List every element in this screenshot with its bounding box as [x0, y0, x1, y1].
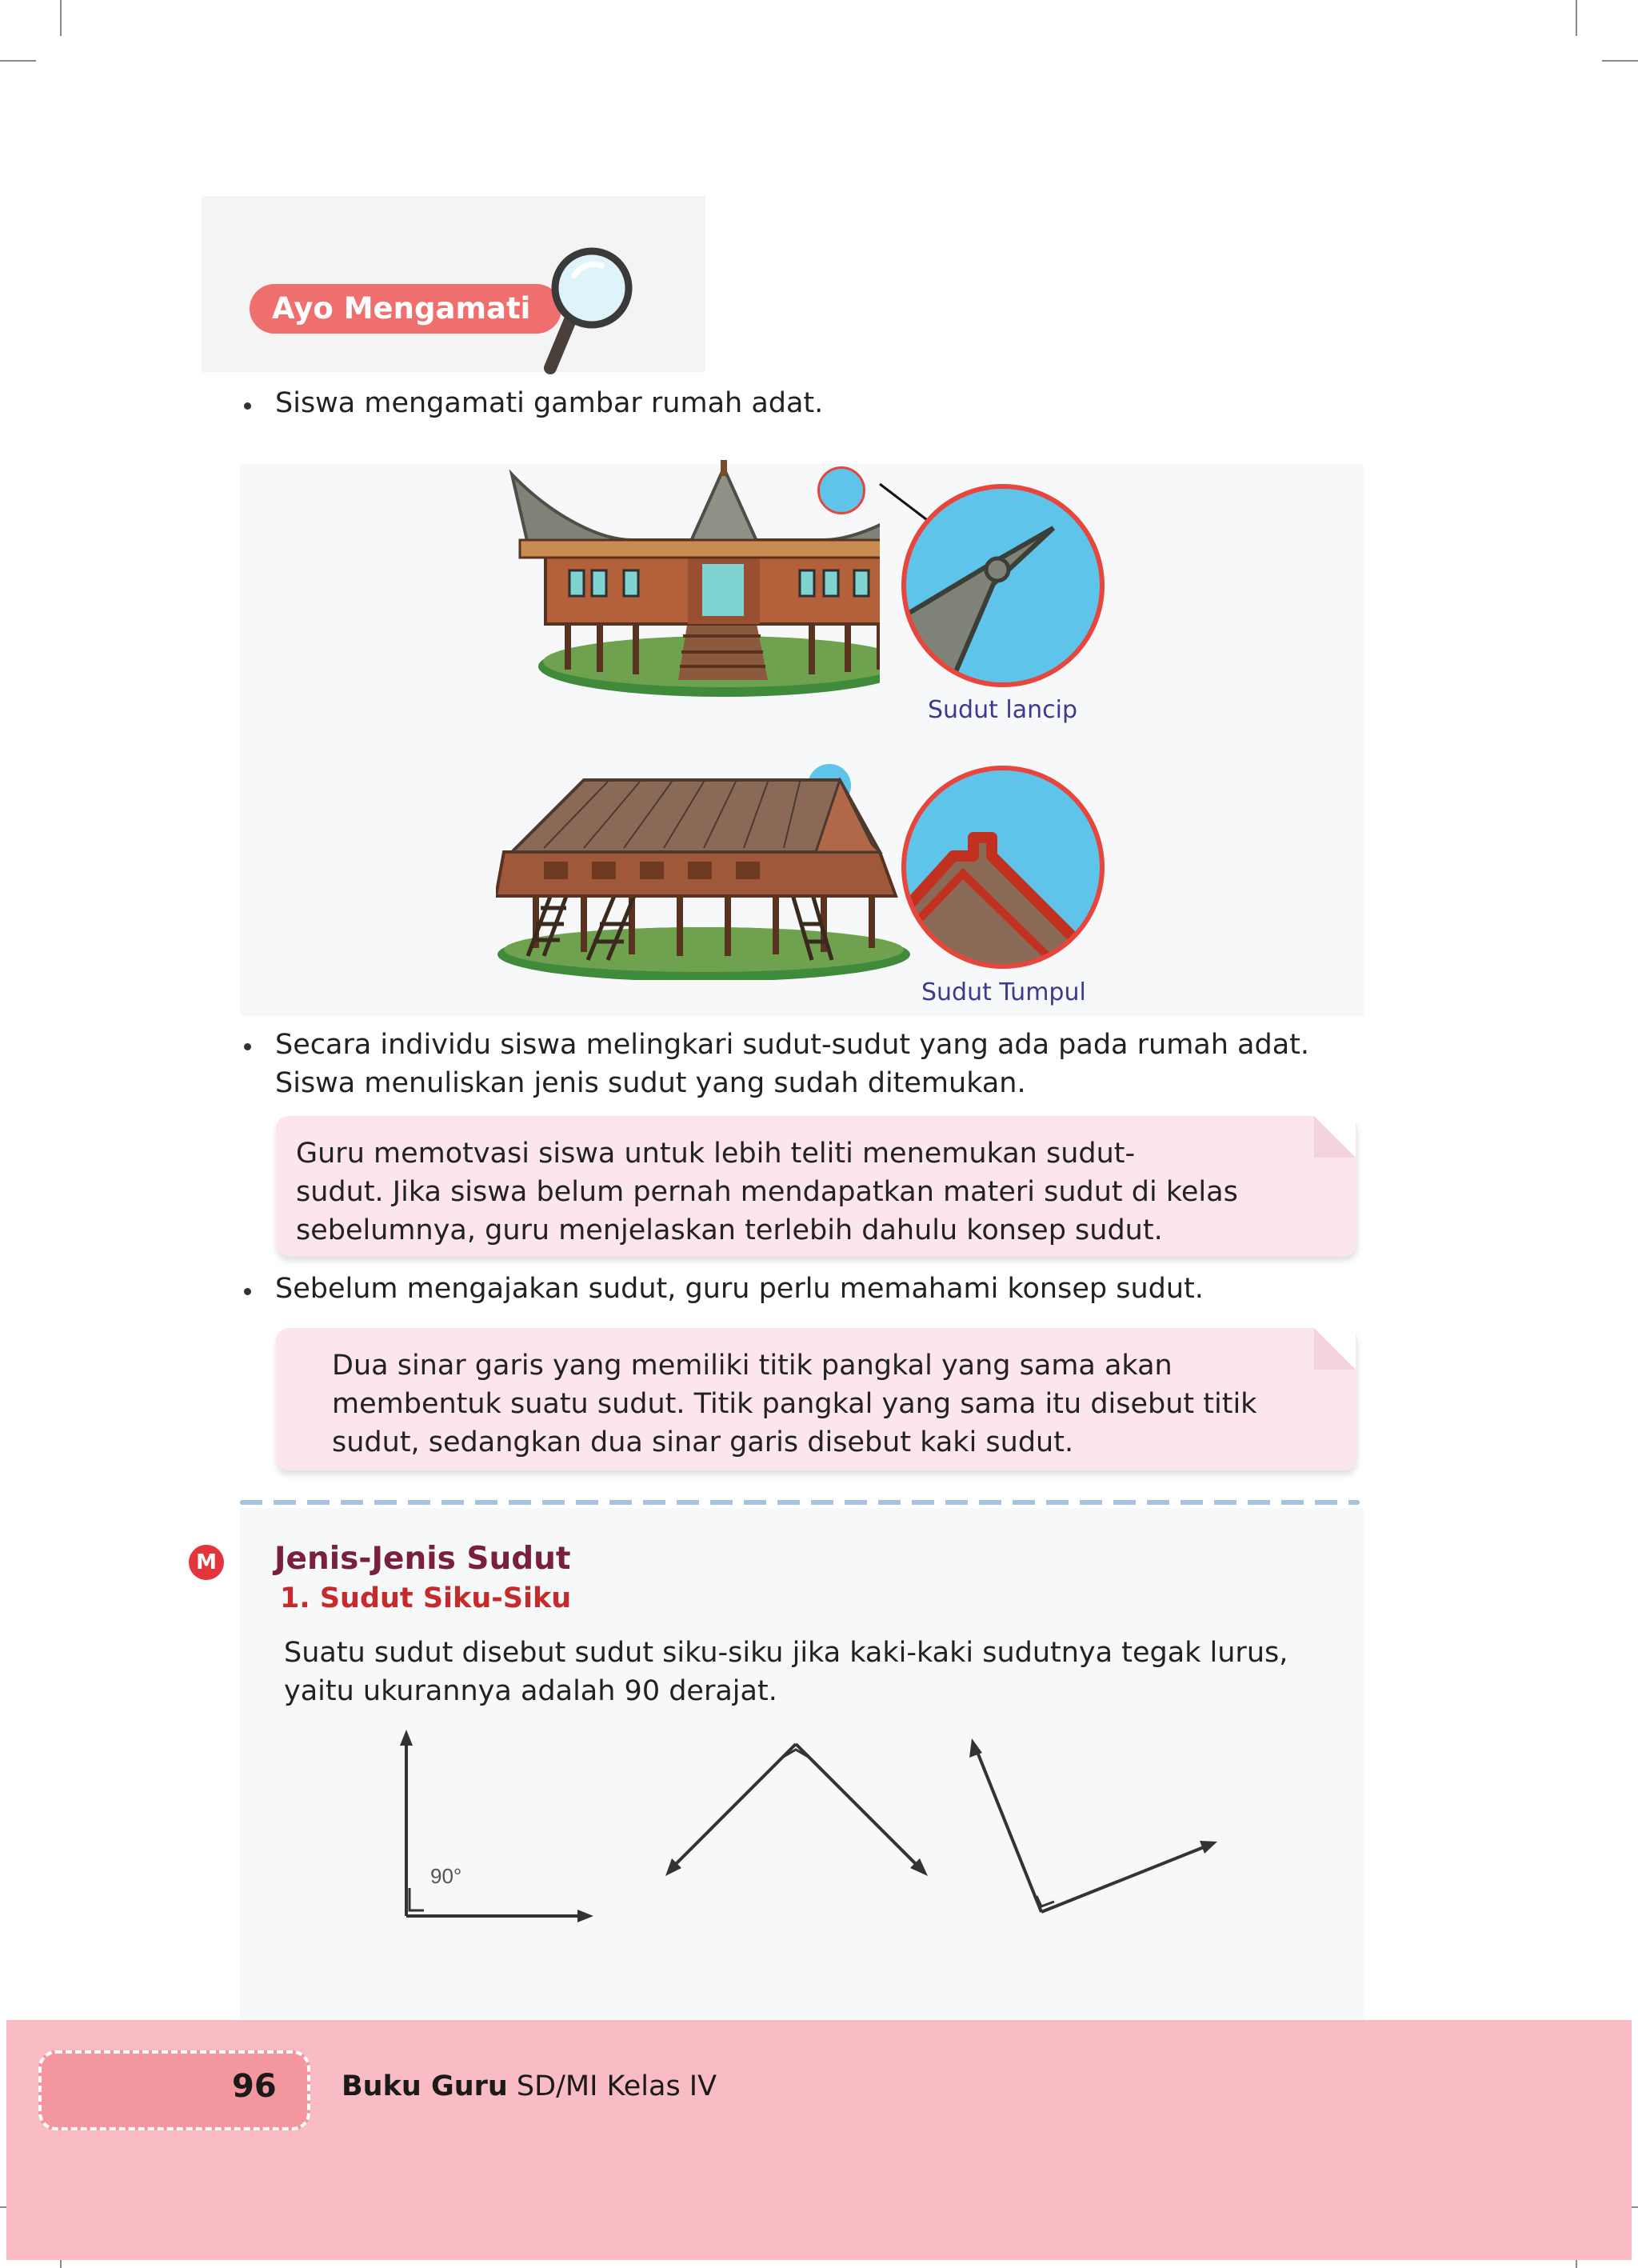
subsection-title: 1. Sudut Siku-Siku: [280, 1582, 572, 1614]
book-title: [342, 2070, 717, 2102]
bullet-point: [244, 1043, 251, 1050]
bullet-text: Siswa menuliskan jenis sudut yang sudah ditemukan.: [275, 1067, 1026, 1099]
crop-mark: [60, 0, 62, 36]
crop-mark: [0, 60, 36, 62]
right-angle-diagram-1: [384, 1720, 608, 1936]
acute-angle-zoom: [897, 480, 1109, 692]
bullet-text: Secara individu siswa melingkari sudut-sudut yang ada pada rumah adat.: [275, 1029, 1310, 1061]
definition-text: yaitu ukurannya adalah 90 derajat.: [284, 1675, 777, 1707]
page-curl: [1314, 1116, 1356, 1158]
page-curl: [1314, 1328, 1356, 1370]
figure-caption: Sudut lancip: [928, 696, 1078, 724]
section-title: Jenis-Jenis Sudut: [274, 1541, 571, 1577]
section-divider: [240, 1500, 1360, 1505]
longhouse-illustration: [496, 772, 912, 980]
bullet-text: Siswa mengamati gambar rumah adat.: [275, 387, 824, 419]
bullet-point: [244, 1288, 251, 1295]
angle-label: 90°: [430, 1864, 462, 1888]
note-text: membentuk suatu sudut. Titik pangkal yang sama itu disebut titik: [332, 1388, 1257, 1420]
note-text: sudut. Jika siswa belum pernah mendapatkan materi sudut di kelas: [296, 1176, 1238, 1208]
book-title-bold: Buku Guru: [342, 2070, 508, 2102]
page-number: 96: [232, 2068, 277, 2105]
bullet-point: [244, 402, 251, 410]
book-title-rest: SD/MI Kelas IV: [507, 2070, 717, 2102]
figure-caption: Sudut Tumpul: [921, 978, 1086, 1006]
section-badge: Ayo Mengamati: [250, 284, 561, 334]
obtuse-angle-zoom: [897, 762, 1109, 974]
bullet-text: Sebelum mengajakan sudut, guru perlu memahami konsep sudut.: [275, 1273, 1204, 1305]
magnifier-icon: [528, 240, 640, 384]
material-icon: M: [189, 1545, 224, 1580]
crop-mark: [1602, 60, 1638, 62]
note-text: sudut, sedangkan dua sinar garis disebut kaki sudut.: [332, 1426, 1074, 1458]
note-text: sebelumnya, guru menjelaskan terlebih dahulu konsep sudut.: [296, 1214, 1163, 1246]
definition-text: Suatu sudut disebut sudut siku-siku jika kaki-kaki sudutnya tegak lurus,: [284, 1637, 1288, 1669]
right-angle-diagram-2: [656, 1732, 936, 1892]
highlight-marker: [817, 466, 865, 514]
note-text: Dua sinar garis yang memiliki titik pangkal yang sama akan: [332, 1350, 1173, 1382]
note-text: Guru memotvasi siswa untuk lebih teliti menemukan sudut-: [296, 1138, 1136, 1170]
crop-mark: [1576, 0, 1577, 36]
right-angle-diagram-3: [960, 1732, 1232, 1924]
